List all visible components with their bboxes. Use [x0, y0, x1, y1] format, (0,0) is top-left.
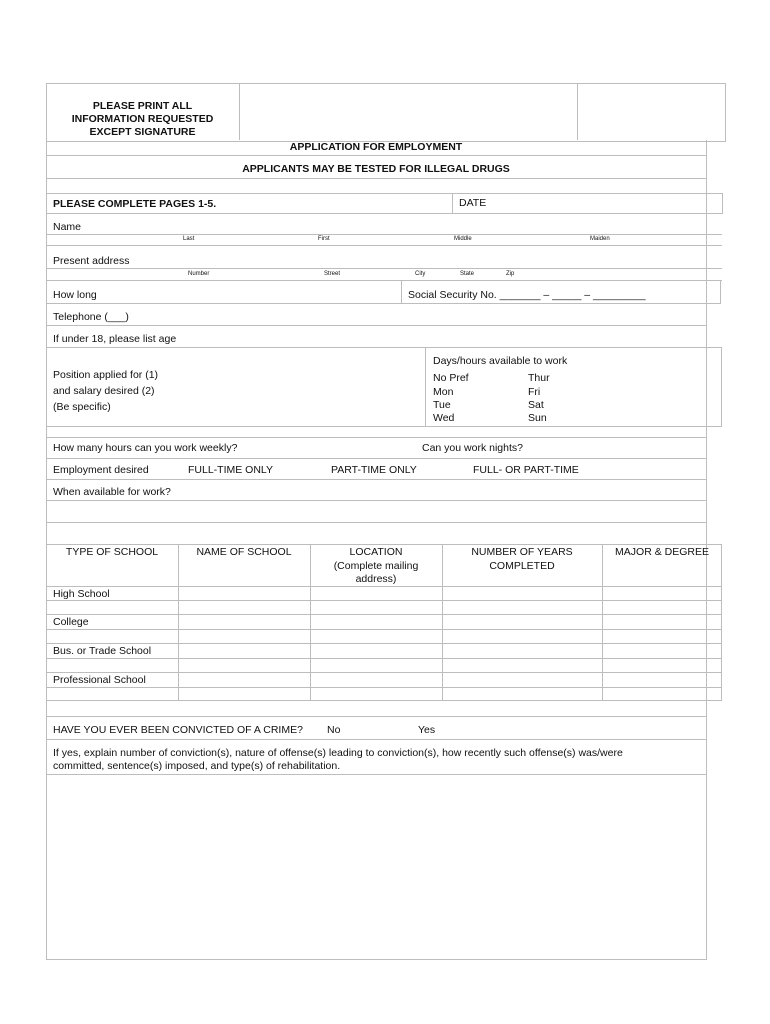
crime-explain-line-1: If yes, explain number of conviction(s), nature of offense(s) leading to conviction(s), how recently such offense(s) was/were: [53, 747, 623, 759]
print-note-line-2: INFORMATION REQUESTED: [71, 113, 214, 125]
crime-question: HAVE YOU EVER BEEN CONVICTED OF A CRIME?: [53, 724, 303, 736]
edu-header-type: TYPE OF SCHOOL: [65, 546, 159, 558]
complete-pages-note: PLEASE COMPLETE PAGES 1-5.: [53, 198, 217, 210]
full-time-option[interactable]: FULL-TIME ONLY: [188, 464, 273, 476]
name-sub-middle: Middle: [454, 236, 472, 242]
when-available-input[interactable]: [185, 482, 704, 499]
edu-row-high-school: High School: [53, 588, 110, 600]
edu-header-years: NUMBER OF YEARS: [471, 546, 573, 558]
edu-row-professional-school: Professional School: [53, 674, 146, 686]
edu-header-major: MAJOR & DEGREE: [615, 546, 709, 558]
edu-header-location-3: address): [355, 573, 397, 585]
days-title: Days/hours available to work: [433, 355, 568, 367]
edu-header-location: LOCATION: [349, 546, 403, 558]
day-fri[interactable]: Fri: [528, 386, 541, 398]
position-line-2: and salary desired (2): [53, 385, 155, 397]
print-note-line-1: PLEASE PRINT ALL: [92, 100, 193, 112]
name-sub-maiden: Maiden: [590, 236, 610, 242]
telephone-input[interactable]: [140, 307, 704, 324]
under-18-label: If under 18, please list age: [53, 333, 177, 345]
telephone-label: Telephone (___): [53, 311, 129, 323]
day-thur[interactable]: Thur: [528, 372, 550, 384]
day-mon[interactable]: Mon: [433, 386, 454, 398]
how-long-label: How long: [53, 289, 97, 301]
header-field-right[interactable]: [580, 86, 724, 138]
address-label: Present address: [53, 255, 130, 267]
drug-notice: APPLICANTS MAY BE TESTED FOR ILLEGAL DRUGS: [242, 163, 510, 175]
crime-yes-option[interactable]: Yes: [418, 724, 436, 736]
address-sub-city: City: [415, 271, 426, 277]
ssn-label: Social Security No. _______ – _____ – _________: [408, 289, 646, 301]
day-no-pref[interactable]: No Pref: [433, 372, 469, 384]
address-sub-street: Street: [324, 271, 341, 277]
nights-label: Can you work nights?: [422, 442, 523, 454]
day-sat[interactable]: Sat: [528, 399, 544, 411]
how-long-input[interactable]: [105, 284, 399, 302]
edu-header-location-2: (Complete mailing: [333, 560, 419, 572]
name-input[interactable]: [90, 216, 704, 233]
under-18-input[interactable]: [190, 329, 704, 346]
full-or-part-option[interactable]: FULL- OR PART-TIME: [473, 464, 579, 476]
crime-explanation-input[interactable]: [50, 778, 704, 958]
employment-desired-label: Employment desired: [53, 464, 149, 476]
crime-no-option[interactable]: No: [327, 724, 341, 736]
edu-header-years-2: COMPLETED: [489, 560, 555, 572]
position-line-1: Position applied for (1): [53, 369, 159, 381]
part-time-option[interactable]: PART-TIME ONLY: [331, 464, 417, 476]
address-sub-zip: Zip: [506, 271, 515, 277]
day-tue[interactable]: Tue: [433, 399, 451, 411]
edu-row-trade-school: Bus. or Trade School: [53, 645, 152, 657]
date-label: DATE: [459, 197, 487, 209]
crime-explain-line-2: committed, sentence(s) imposed, and type(s) of rehabilitation.: [53, 760, 341, 772]
hours-weekly-label: How many hours can you work weekly?: [53, 442, 238, 454]
address-sub-number: Number: [188, 271, 210, 277]
availability-notes-input[interactable]: [50, 502, 704, 522]
position-input[interactable]: [180, 365, 419, 407]
address-input[interactable]: [140, 250, 704, 268]
day-sun[interactable]: Sun: [528, 412, 547, 424]
when-available-label: When available for work?: [53, 486, 171, 498]
address-sub-state: State: [460, 271, 475, 277]
date-input[interactable]: [490, 195, 720, 212]
header-field-middle[interactable]: [242, 86, 578, 138]
form-title: APPLICATION FOR EMPLOYMENT: [289, 141, 463, 153]
name-sub-first: First: [318, 236, 330, 242]
edu-row-college: College: [53, 616, 89, 628]
day-wed[interactable]: Wed: [433, 412, 455, 424]
position-line-3: (Be specific): [53, 401, 111, 413]
name-sub-last: Last: [183, 236, 195, 242]
edu-header-name: NAME OF SCHOOL: [196, 546, 292, 558]
print-note-line-3: EXCEPT SIGNATURE: [89, 126, 196, 138]
name-label: Name: [53, 221, 82, 233]
